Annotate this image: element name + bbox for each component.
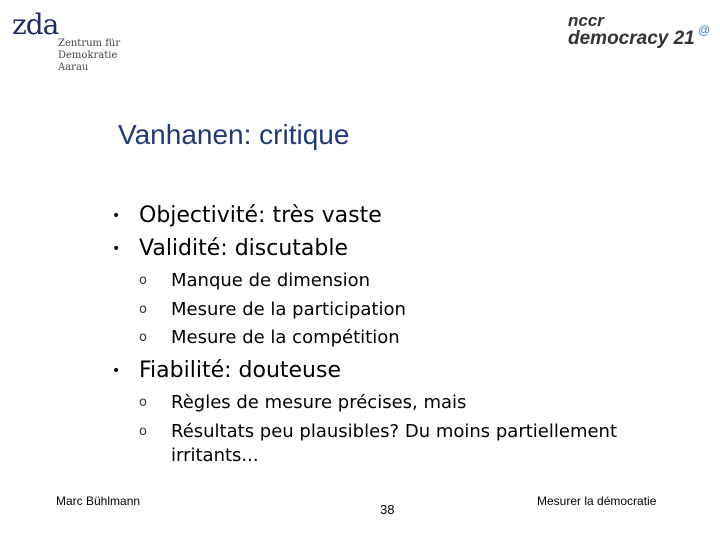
sub-bullet-regles: Règles de mesure précises, mais — [171, 392, 467, 413]
slide-title: Vanhanen: critique — [118, 119, 350, 150]
sub-bullet-marker: o — [139, 395, 147, 410]
footer-page-number: 38 — [380, 502, 395, 517]
zda-logo-text — [58, 38, 120, 74]
sub-bullet-marker: o — [139, 273, 147, 288]
bullet-fiabilite: Fiabilité: douteuse — [139, 358, 341, 383]
bullet-marker: • — [112, 208, 121, 224]
sub-bullet-manque-dimension: Manque de dimension — [171, 270, 371, 291]
bullet-objectivite: Objectivité: très vaste — [139, 203, 382, 228]
nccr-logo — [568, 11, 711, 52]
footer-author: Marc Bühlmann — [56, 494, 141, 508]
sub-bullet-marker: o — [139, 424, 147, 439]
nccr-logo-line1: nccr — [568, 11, 604, 30]
footer-topic: Mesurer la démocratie — [537, 494, 657, 508]
sub-bullet-resultats-continued: irritants... — [171, 445, 259, 466]
nccr-at-symbol: @ — [698, 23, 711, 37]
zda-logo-line: Aarau — [58, 62, 89, 73]
zda-logo-line: Zentrum für — [58, 38, 121, 49]
bullet-marker: • — [112, 241, 121, 257]
bullet-marker: • — [112, 363, 121, 379]
zda-logo-mark: zda — [12, 8, 59, 41]
sub-bullet-marker: o — [139, 302, 147, 317]
sub-bullet-competition: Mesure de la compétition — [171, 327, 400, 348]
sub-bullet-resultats: Résultats peu plausibles? Du moins partiellement — [171, 421, 618, 442]
zda-logo-line: Demokratie — [58, 50, 118, 61]
bullet-validite: Validité: discutable — [139, 236, 348, 261]
sub-bullet-participation: Mesure de la participation — [171, 299, 406, 320]
sub-bullet-marker: o — [139, 330, 147, 345]
zda-logo — [12, 10, 142, 80]
nccr-logo-line2: democracy 21 — [568, 28, 695, 49]
